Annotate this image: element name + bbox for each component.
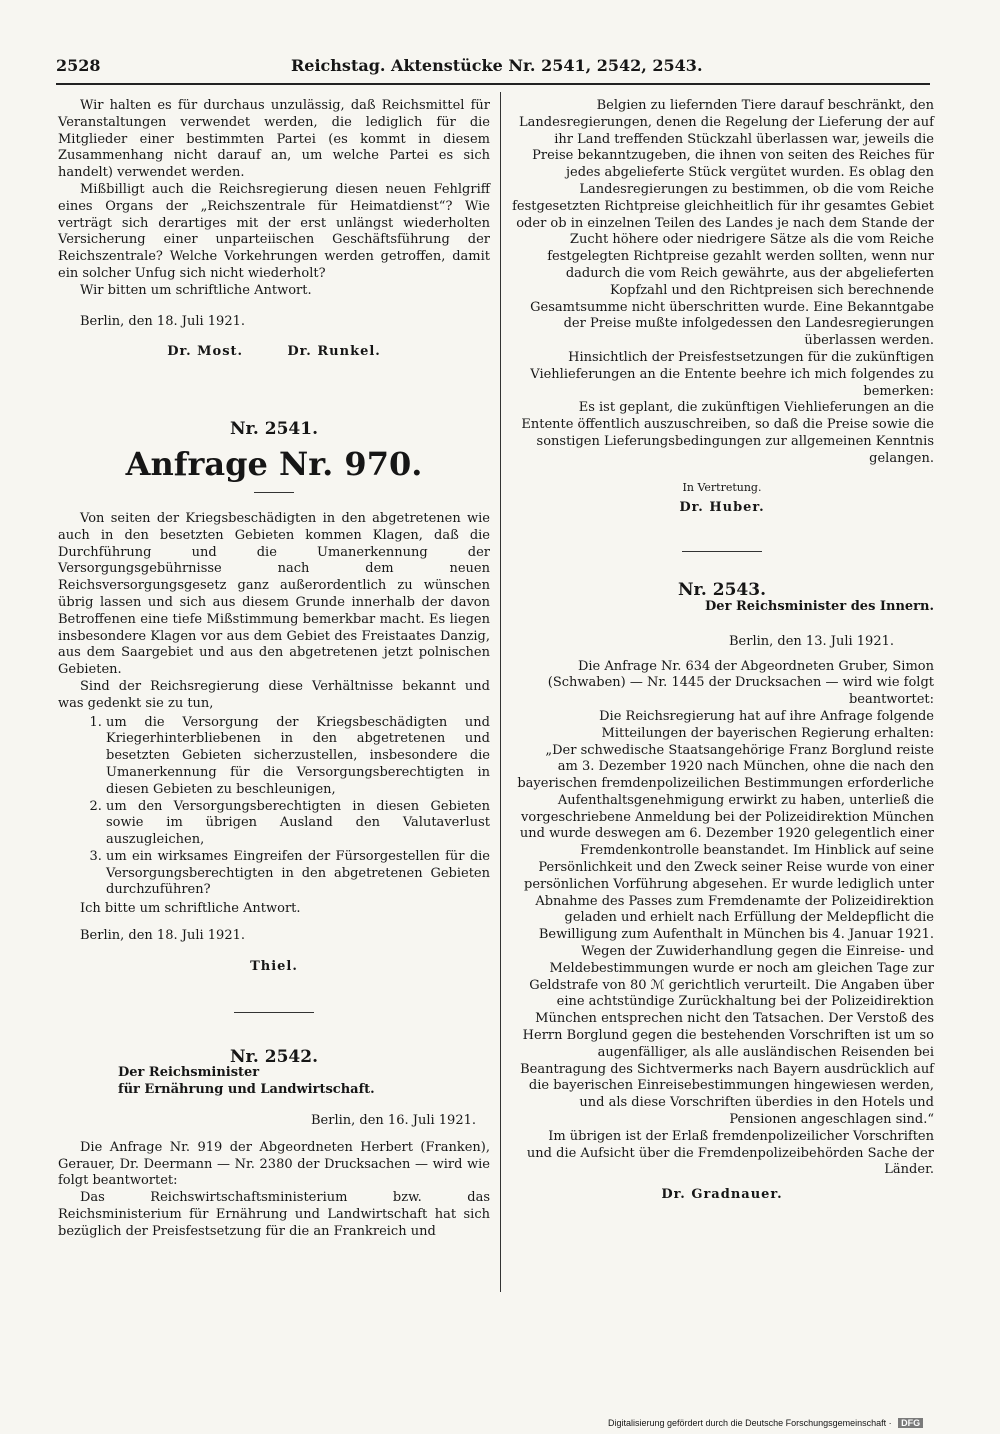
continued-paragraph-2: Hinsichtlich der Preisfestsetzungen für die zukünftigen Viehlieferungen an die Entente beehre ich mich folgendes zu bemerken: [530, 349, 934, 399]
anfrage-2541-date: Berlin, den 18. Juli 1921. [80, 928, 245, 944]
list-item: 3. um ein wirksames Eingreifen der Fürsorgestellen für die Versorgungsberechtigten in den abgetretenen Gebieten durchzuführen? [106, 849, 490, 899]
running-title: Reichstag. Aktenstücke Nr. 2541, 2542, 2543. [291, 56, 703, 75]
left-column [58, 98, 490, 1241]
title-rule [254, 492, 294, 493]
anfrage-2541-paragraph-1: Von seiten der Kriegsbeschädigten in den abgetretenen wie auch in den besetzten Gebieten kommen Klagen, daß die Durchführung und die Umanerkennung der Versorgungsgebührnisse nach dem neuen Reichsversorgungsgesetz ganz außerordentlich zu wünschen übrig lassen und sich aus diesem Grunde innerhalb der davon Betroffenen eine tiefe Mißstimmung bemerkbar macht. Es liegen insbesondere Klagen vor aus dem Gebiet des Freistaates Danzig, aus dem Saargebiet und aus den abgetretenen jetzt polnischen Gebieten. [58, 510, 490, 678]
page-number: 2528 [56, 56, 101, 75]
anfrage-2541-list [86, 715, 490, 900]
dfg-logo: DFG [898, 1418, 923, 1428]
minister-line-1: Der Reichsminister [118, 1065, 260, 1081]
intro-paragraph-2: Mißbilligt auch die Reichsregierung diesen neuen Fehlgriff eines Organs der „Reichszentrale für Heimatdienst“? Wie verträgt sich derartiges mit der erst unlängst wiederholten Versicherung einer unparteiischen Geschäftsführung der Reichszentrale? Welche Vorkehrungen werden getroffen, damit ein solcher Unfug sich nicht wiederholt? [58, 181, 490, 281]
intro-paragraph-3: Wir bitten um schriftliche Antwort. [80, 282, 312, 298]
minister-innern: Der Reichsminister des Innern. [705, 598, 934, 614]
anfrage-2543-signature [510, 1187, 934, 1204]
anfrage-2542-paragraph-1: Die Anfrage Nr. 919 der Abgeordneten Herbert (Franken), Gerauer, Dr. Deermann — Nr. 2380 der Drucksachen — wird wie folgt beantwortet: [58, 1139, 490, 1189]
signature-most: Dr. Most. [167, 344, 244, 360]
list-item: 2. um den Versorgungsberechtigten in diesen Gebieten sowie im übrigen Ausland den Valutaverlust auszugleichen, [106, 799, 490, 849]
anfrage-2542-date: Berlin, den 16. Juli 1921. [311, 1113, 476, 1129]
section-separator [682, 551, 762, 552]
page-header [56, 56, 930, 82]
column-divider [500, 92, 501, 1292]
in-vertretung: In Vertretung. [682, 480, 762, 494]
anfrage-2543-paragraph-3: Im übrigen ist der Erlaß fremdenpolizeilicher Vorschriften und die Aufsicht über die Fremdenpolizeibehörden Sache der Länder. [526, 1128, 934, 1178]
anfrage-2541-signature [58, 959, 490, 976]
continued-paragraph-1: Belgien zu liefernden Tiere darauf beschränkt, den Landesregierungen, denen die Regelung der Lieferung der auf ihr Land treffenden Stückzahl überlassen war, jeweils die Preise bekanntzugeben, die ihnen von seiten des Reiches für jedes abgelieferte Stück vergütet wurden. Es oblag den Landesregierungen zu bestimmen, ob die vom Reiche festgesetzten Richtpreise gleichheitlich für ihr gesamtes Gebiet oder ob in einzelnen Teilen des Landes je nach dem Stande der Zucht höhere oder niedrigere Sätze als die vom Reiche festgelegten Richtpreise gezahlt werden sollten, wenn nur dadurch die vom Reich gewährte, aus der abgelieferten Kopfzahl und den Richtpreisen sich berechnende Gesamtsumme nicht überschritten wurde. Eine Bekanntgabe der Preise mußte infolgedessen den Landesregierungen überlassen werden. [512, 98, 934, 349]
intro-signatures [58, 344, 490, 361]
intro-date: Berlin, den 18. Juli 1921. [80, 313, 245, 329]
signature-huber: Dr. Huber. [679, 500, 765, 516]
continued-paragraph-3: Es ist geplant, die zukünftigen Viehlieferungen an die Entente öffentlich auszuschreiben, so daß die Preise sowie die sonstigen Lieferungsbedingungen zur allgemeinen Kenntnis gelangen. [521, 400, 934, 466]
anfrage-2542-paragraph-2: Das Reichswirtschaftsministerium bzw. das Reichsministerium für Ernährung und Landwirtschaft hat sich bezüglich der Preisfestsetzung für die an Frankreich und [58, 1190, 490, 1239]
signature-thiel: Thiel. [250, 958, 298, 974]
footer-text: Digitalisierung gefördert durch die Deutsche Forschungsgemeinschaft · [608, 1418, 892, 1428]
section-heading-2543: Nr. 2543. [677, 580, 766, 601]
minister-line-2: für Ernährung und Landwirtschaft. [118, 1082, 375, 1098]
right-column [510, 98, 934, 1204]
continued-signature [510, 500, 934, 517]
anfrage-2543-paragraph-1: Die Anfrage Nr. 634 der Abgeordneten Gruber, Simon (Schwaben) — Nr. 1445 der Drucksachen — wird wie folgt beantwortet: [547, 658, 934, 708]
section-heading-2541: Nr. 2541. [229, 419, 318, 440]
anfrage-2543-paragraph-2: Die Reichsregierung hat auf ihre Anfrage folgende Mitteilungen der bayerischen Regierung erhalten: [599, 708, 934, 741]
section-separator [234, 1012, 314, 1013]
anfrage-2541-paragraph-2: Sind der Reichsregierung diese Verhältnisse bekannt und was gedenkt sie zu tun, [58, 678, 490, 711]
anfrage-2543-quote: „Der schwedische Staatsangehörige Franz Borglund reiste am 3. Dezember 1920 nach München, ohne die nach den bayerischen fremdenpolizeilichen Bestimmungen erforderliche Aufenthaltsgenehmigung erwirkt zu haben, unterließ die vorgeschriebene Anmeldung bei der Polizeidirektion München und wurde deswegen am 6. Dezember 1920 gelegentlich einer Fremdenkontrolle beanstandet. Im Hinblick auf seine Persönlichkeit und den Zweck seiner Reise wurde von einer persönlichen Vorführung abgesehen. Er wurde lediglich unter Abnahme des Passes zum Fremdenamte der Polizeidirektion geladen und erhielt nach Erfüllung der Meldepflicht die Bewilligung zum Aufenthalt in München bis 4. Januar 1921. Wegen der Zuwiderhandlung gegen die Einreise- und Meldebestimmungen wurde er noch am gleichen Tage zur Geldstrafe von 80 ℳ gerichtlich verurteilt. Die Angaben über eine achtstündige Zurückhaltung bei der Polizeidirektion München entsprechen nicht den Tatsachen. Der Verstoß des Herrn Borglund gegen die bestehenden Vorschriften ist um so augenfälliger, als alle ausländischen Reisenden bei Beantragung des Sichtvermerks nach Bayern ausdrücklich auf die bayerischen Einreisebestimmungen hingewiesen werden, und als diese Vorschriften überdies in den Hotels und Pensionen angeschlagen sind.“ [517, 742, 934, 1128]
digitization-footer [608, 1418, 923, 1428]
list-item: 1. um die Versorgung der Kriegsbeschädigten und Kriegerhinterbliebenen in den abgetretenen und besetzten Gebieten sicherzustellen, insbesondere die Umanerkennung für die Versorgungsberechtigten in diesen Gebieten zu beschleunigen, [106, 715, 490, 799]
signature-runkel: Dr. Runkel. [287, 344, 381, 360]
intro-paragraph-1: Wir halten es für durchaus unzulässig, daß Reichsmittel für Veranstaltungen verwendet werden, die lediglich für die Mitglieder einer bestimmten Partei (es kommt in diesem Zusammenhang nicht darauf an, um welche Partei es sich handelt) verwendet werden. [58, 98, 490, 181]
section-heading-2542: Nr. 2542. [229, 1046, 318, 1067]
header-rule [56, 83, 930, 85]
anfrage-2543-date: Berlin, den 13. Juli 1921. [729, 633, 894, 649]
signature-gradnauer: Dr. Gradnauer. [661, 1187, 783, 1203]
anfrage-title: Anfrage Nr. 970. [125, 444, 423, 483]
anfrage-2541-paragraph-3: Ich bitte um schriftliche Antwort. [80, 901, 301, 917]
